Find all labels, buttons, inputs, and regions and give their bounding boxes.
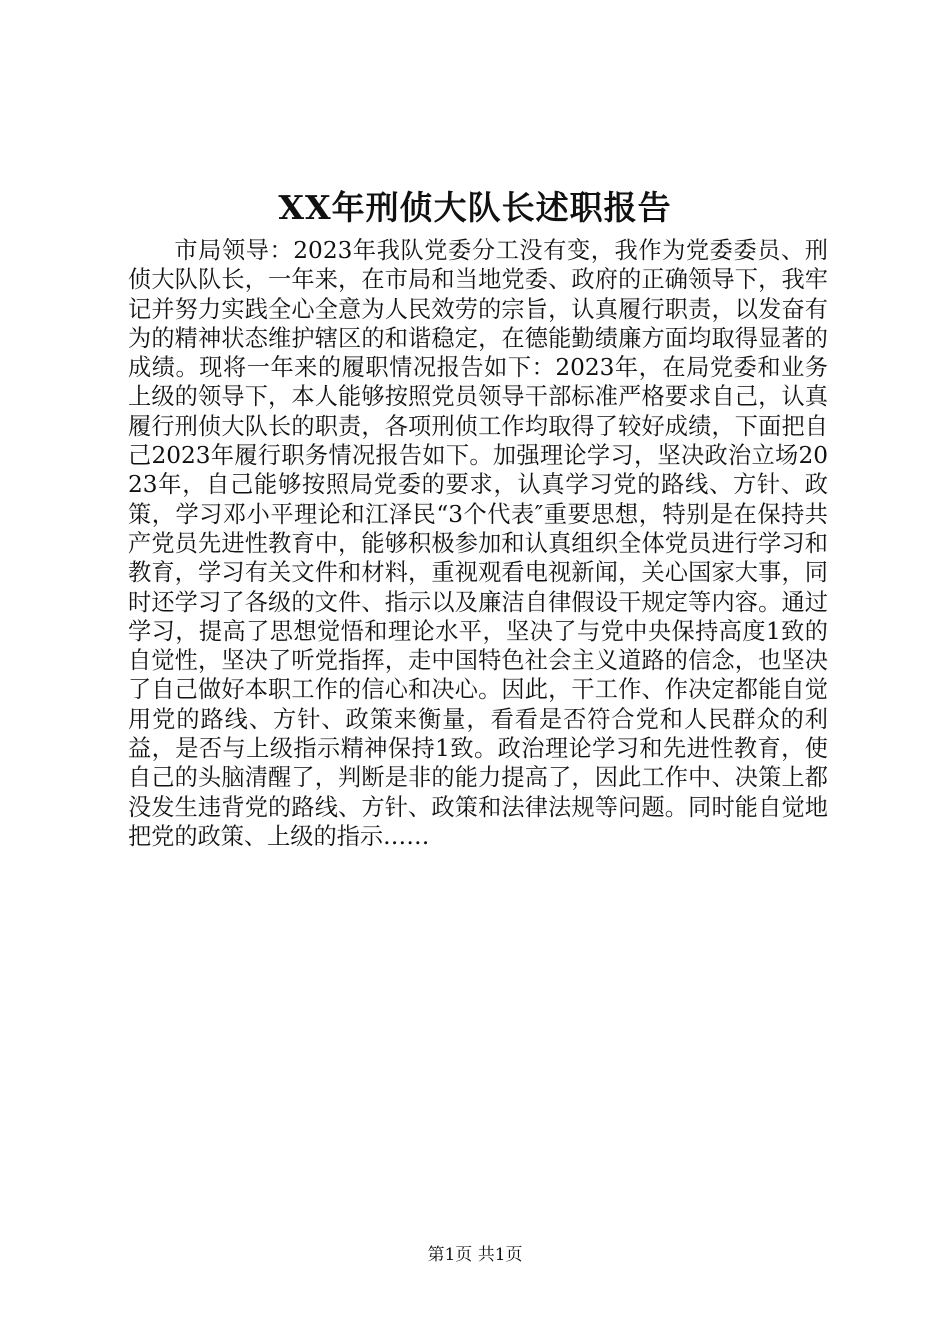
page-footer: 第1页 共1页 [427,1245,523,1265]
document-body: 市局领导：2023年我队党委分工没有变，我作为党委委员、刑侦大队队长，一年来，在市局和当地党委、政府的正确领导下，我牢记并努力实践全心全意为人民效劳的宗旨，认真履行职责，以发奋有为的精神状态维护辖区的和谐稳定，在德能勤绩廉方面均取得显著的成绩。现将一年来的履职情况报告如下：2023年，在局党委和业务上级的领导下，本人能够按照党员领导干部标准严格要求自己，认真履行刑侦大队长的职责，各项刑侦工作均取得了较好成绩，下面把自己2023年履行职务情况报告如下。加强理论学习，坚决政治立场2023年，自己能够按照局党委的要求，认真学习党的路线、方针、政策，学习邓小平理论和江泽民“3个代表″重要思想，特别是在保持共产党员先进性教育中，能够积极参加和认真组织全体党员进行学习和教育，学习有关文件和材料，重视观看电视新闻，关心国家大事，同时还学习了各级的文件、指示以及廉洁自律假设干规定等内容。通过学习，提高了思想觉悟和理论水平，坚决了与党中央保持高度1致的自觉性，坚决了听党指挥，走中国特色社会主义道路的信念，也坚决了自己做好本职工作的信心和决心。因此，干工作、作决定都能自觉用党的路线、方针、政策来衡量，看看是否符合党和人民群众的利益，是否与上级指示精神保持1致。政治理论学习和先进性教育，使自己的头脑清醒了，判断是非的能力提高了，因此工作中、决策上都没发生违背党的路线、方针、政策和法律法规等问题。同时能自觉地把党的政策、上级的指示…… [128,237,828,850]
document-title: XX年刑侦大队长述职报告 [278,188,672,227]
